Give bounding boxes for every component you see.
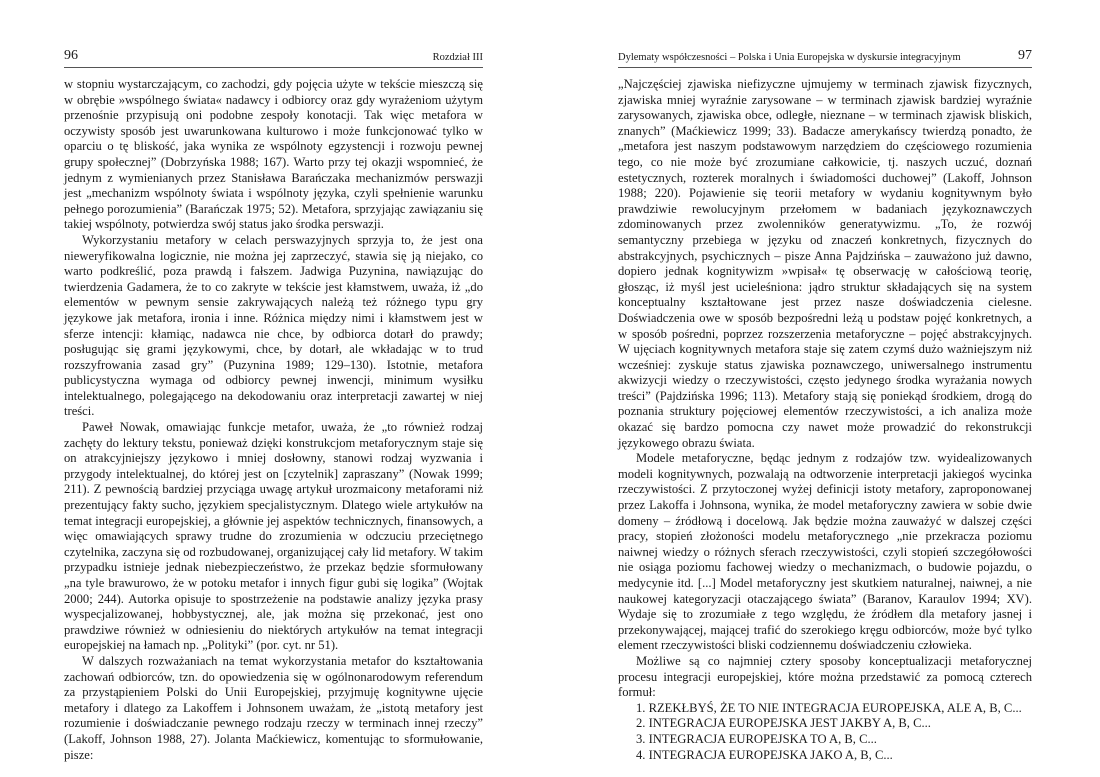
right-running-head [618, 50, 1032, 66]
header-rule [64, 67, 483, 68]
right-page [618, 0, 1032, 777]
right-body-text [618, 77, 1032, 763]
page-number: 96 [64, 48, 78, 63]
section-title: Dylematy współczesności – Polska i Unia Europejska w dyskursie integracyjnym [618, 52, 961, 63]
paragraph: w stopniu wystarczającym, co zachodzi, gdy pojęcia użyte w tekście mieszczą się w obrębie »wspólnego świata« nadawcy i odbiorcy oraz gdy wyrażeniom użytym przenośnie przypisują oni podobne zespoły konotacji. Tak więc metafora w oczywisty sposób jest uwarunkowana kulturowo i może funkcjonować tylko w oparciu o tę bliskość, jaka wynika ze wspólnoty egzystencji i rozwoju pewnej grupy społecznej” (Dobrzyńska 1988; 167). Warto przy tej okazji wspomnieć, że jednym z wymienianych przez Stanisława Barańczaka mechanizmów perswazji jest „mechanizm wspólnoty świata i wspólnoty języka, czyli spełnienie warunku pełnego porozumienia” (Barańczak 1975; 52). Metafora, sprzyjając zawiązaniu się takiej wspólnoty, potwierdza swój status jako środka perswazji. [64, 77, 483, 232]
chapter-title: Rozdział III [432, 52, 483, 63]
paragraph: Wykorzystaniu metafory w celach perswazyjnych sprzyja to, że jest ona nieweryfikowalna logicznie, nie można jej zaprzeczyć, stawia się ją niejako, co warto podkreślić, poza prawdą i fałszem. Jadwiga Puzynina, nawiązując do twierdzenia Gadamera, że to co zakryte w tekście jest kłamstwem, uważa, iż „do elementów w pewnym sensie zakrywających należą też różnego typu gry językowe jak metafora, ironia i inne. Różnica między nimi i kłamstwem jest w sferze intencji: kłamiąc, nadawca nie chce, by odbiorca dotarł do prawdy; posługując się grami językowymi, chce, by dotarł, ale wkładając w to trud rozszyfrowania zasad gry” (Puzynina 1989; 129–130). Istotnie, metafora publicystyczna wymaga od odbiorcy pewnej inwencji, minimum wysiłku intelektualnego, polegającego na dekodowaniu oraz interpretacji zawartej w niej treści. [64, 232, 483, 419]
paragraph: Paweł Nowak, omawiając funkcje metafor, uważa, że „to również rodzaj zachęty do lektury tekstu, ponieważ dzięki konstrukcjom metaforycznym staje się on atrakcyjniejszy językowo i mniej dosłowny, stanowi rodzaj wyzwania i przygody intelektualnej, do której jest on [czytelnik] zapraszany” (Nowak 1999; 211). Z pewnością bardziej przyciąga uwagę artykuł urozmaicony metaforami niż prezentujący fakty sucho, językiem specjalistycznym. Dlatego wiele artykułów na temat integracji europejskiej, a głównie jej aspektów technicznych, finansowych, a więc omawiających sprawy trudne do zrozumienia w odczuciu przeciętnego czytelnika, zaczyna się od rozbudowanej, organizującej cały lid metafory. W takim przypadku istnieje jednak niebezpieczeństwo, że przekaz będzie sformułowany „na tyle brawurowo, że w potoku metafor i innych figur gubi się logika” (Wojtak 2000; 244). Autorka opisuje to spostrzeżenie na podstawie analizy języka prasy wyspecjalizowanej, hobbystycznej, ale, jak można się przekonać, jest ono prawdziwe również w odniesieniu do niektórych artykułów na temat integracji europejskiej na łamach np. „Polityki” (por. cyt. nr 51). [64, 420, 483, 653]
paragraph: Możliwe są co najmniej cztery sposoby konceptualizacji metaforycznej procesu integracji europejskiej, które można przedstawić za pomocą czterech formuł: [618, 653, 1032, 700]
paragraph: „Najczęściej zjawiska niefizyczne ujmujemy w terminach zjawisk fizycznych, zjawiska mniej wyraźnie zarysowane – w terminach zjawisk bardziej wyraźnie zarysowanych, zjawiska obce, odległe, nieznane – w terminach zjawisk bliskich, znanych” (Maćkiewicz 1999; 33). Badacze amerykańscy twierdzą ponadto, że „metafora jest naszym podstawowym narzędziem do częściowego rozumienia tego, co nie może być zrozumiane całkowicie, tj. naszych uczuć, doznań estetycznych, rozterek moralnych i świadomości duchowej” (Lakoff, Johnson 1988; 220). Pojawienie się teorii metafory w wydaniu kognitywnym było prawdziwie rewolucyjnym przełomem w badaniach językoznawczych zdominowanych przez zwolenników generatywizmu. „To, że rozwój semantyczny przebiega w języku od znaczeń konkretnych, fizycznych do abstrakcyjnych, psychicznych – pisze Anna Pajdzińska – zauważono już dawno, dopiero jednak kognitywizm »wpisał« tę obserwację w całościową teorię, głosząc, iż myśl jest ucieleśniona: jądro struktur składających się na system konceptualny kształtowane jest przez nasze doświadczenia cielesne. Doświadczenia owe w sposób bezpośredni leżą u podstaw pojęć konkretnych, a w sposób pośredni, poprzez rozszerzenia metaforyczne – pojęć abstrakcyjnych. W ujęciach kognitywnych metafora staje się zatem czymś dużo ważniejszym niż wcześniej: zyskuje status zjawiska poznawczego, uniwersalnego instrumentu akwizycji wiedzy o rzeczywistości, często jedynego środka wyrażania nowych treści” (Pajdzińska 1996; 113). Metafory stają się poniekąd środkiem, drogą do poznania struktury pojęciowej elementów rzeczywistości, a ich analiza może okazać się bardzo pomocna czy nawet może prowadzić do rekonstrukcji językowego obrazu świata. [618, 77, 1032, 450]
page-number: 97 [1018, 48, 1032, 63]
formula-list [618, 701, 1032, 763]
left-page [64, 0, 483, 777]
formula-item: 4. INTEGRACJA EUROPEJSKA JAKO A, B, C... [636, 747, 893, 762]
formula-item: 3. INTEGRACJA EUROPEJSKA TO A, B, C... [636, 731, 877, 746]
paragraph: W dalszych rozważaniach na temat wykorzystania metafor do kształtowania zachowań odbiorców, tzn. do opowiedzenia się w ogólnonarodowym referendum za przystąpieniem Polski do Unii Europejskiej, przyjmuję kognitywne ujęcie metafory i dlatego za Lakoffem i Johnsonem uważam, że „istotą metafory jest rozumienie i doświadczanie pewnego rodzaju rzeczy w terminach innej rzeczy” (Lakoff, Johnson 1988, 27). Jolanta Maćkiewicz, komentując to sformułowanie, pisze: [64, 653, 483, 762]
left-running-head [64, 50, 483, 66]
header-rule [618, 67, 1032, 68]
paragraph: Modele metaforyczne, będąc jednym z rodzajów tzw. wyidealizowanych modeli kognitywnych, pozwalają na odtworzenie interpretacji jakiegoś wycinka rzeczywistości. Z przytoczonej wyżej definicji istoty metafory, zaproponowanej przez Lakoffa i Johnsona, wynika, że model metaforyczny zawiera w sobie dwie domeny – źródłową i docelową. Jak będzie można zauważyć w dalszej części pracy, stopień złożoności modelu metaforycznego „nie przekracza poziomu naiwnej wiedzy o różnych sferach rzeczywistości, czyli stopień szczegółowości nie osiąga poziomu fachowej wiedzy o mechanizmach, o budowie pojazdu, o medycynie itd. [...] Model metaforyczny jest skutkiem naturalnej, naiwnej, a nie naukowej kategoryzacji otaczającego świata” (Baranov, Karaulov 1994; XV). Wydaje się to zrozumiałe z tego względu, że źródłem dla metafory jasnej i przekonywającej, mającej trafić do szerokiego kręgu odbiorców, może być tylko element rzeczywistości bliski codziennemu doświadczeniu człowieka. [618, 451, 1032, 653]
left-body-text [64, 77, 483, 763]
formula-item: 2. INTEGRACJA EUROPEJSKA JEST JAKBY A, B, C... [636, 716, 931, 731]
formula-item: 1. RZEKŁBYŚ, ŻE TO NIE INTEGRACJA EUROPEJSKA, ALE A, B, C... [636, 700, 1022, 715]
